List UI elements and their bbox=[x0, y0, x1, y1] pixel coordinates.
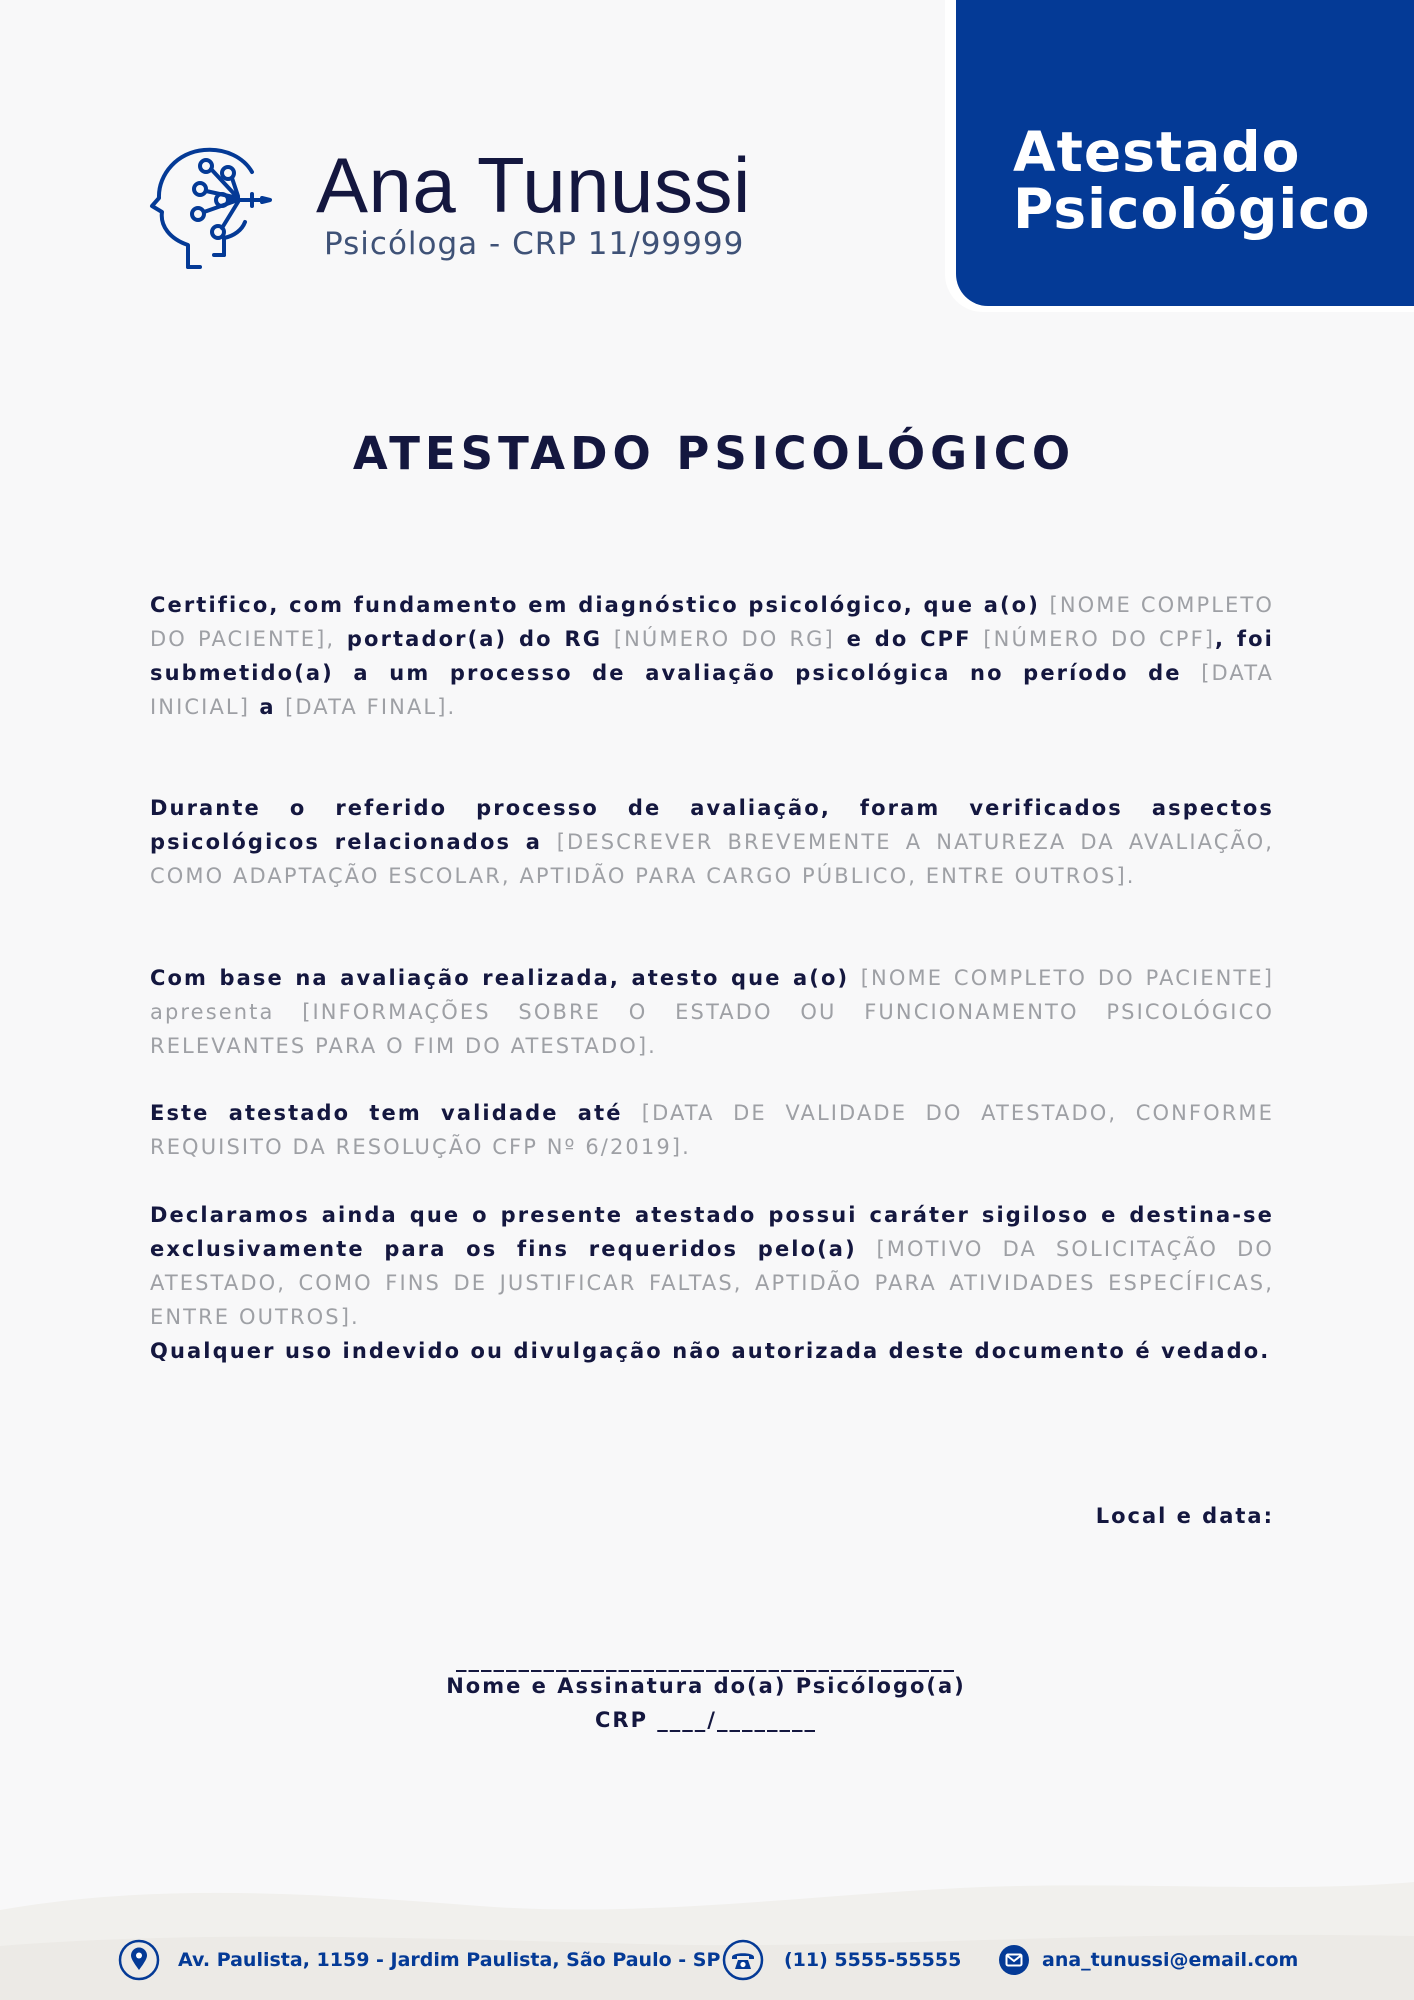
placeholder-field: [NOME COMPLETO DO PACIENTE], bbox=[150, 593, 1274, 651]
head-neural-network-icon bbox=[148, 142, 276, 270]
paragraph-certification bbox=[150, 588, 1274, 724]
paragraph-text: e do CPF bbox=[834, 627, 984, 651]
placeholder-field: [NÚMERO DO CPF] bbox=[983, 627, 1216, 651]
paragraph-text: portador(a) do RG bbox=[335, 627, 614, 651]
signature-label: Nome e Assinatura do(a) Psicólogo(a) bbox=[446, 1674, 966, 1698]
placeholder-field: [DATA DE VALIDADE DO ATESTADO, CONFORME REQUISITO DA RESOLUÇÃO CFP Nº 6/2019]. bbox=[150, 1101, 1274, 1159]
placeholder-field: [DATA INICIAL] bbox=[150, 661, 1274, 719]
placeholder-field: [DATA FINAL]. bbox=[285, 695, 457, 719]
placeholder-field: [DESCREVER BREVEMENTE A NATUREZA DA AVALIAÇÃO, COMO ADAPTAÇÃO ESCOLAR, APTIDÃO PARA CARGO PÚBLICO, ENTRE OUTROS]. bbox=[150, 830, 1274, 888]
footer-phone-text: (11) 5555-55555 bbox=[784, 1949, 962, 1971]
envelope-icon bbox=[998, 1944, 1030, 1976]
footer-address-text: Av. Paulista, 1159 - Jardim Paulista, São Paulo - SP bbox=[178, 1949, 721, 1971]
badge-title bbox=[1013, 120, 1403, 241]
paragraph-text: Declaramos ainda que o presente atestado possui caráter sigiloso e destina-se exclusivamente para os fins requeridos pelo(a) bbox=[150, 1203, 1274, 1261]
psychologist-name: Ana Tunussi bbox=[316, 141, 751, 229]
paragraph-text: Durante o referido processo de avaliação, foram verificados aspectos psicológicos relacionados a bbox=[150, 796, 1274, 854]
footer-email-text: ana_tunussi@email.com bbox=[1042, 1949, 1299, 1971]
signature-line: ________________________________________ bbox=[456, 1648, 956, 1672]
paragraph-attestation bbox=[150, 961, 1274, 1063]
location-pin-icon bbox=[118, 1939, 160, 1981]
paragraph-confidentiality bbox=[150, 1198, 1274, 1334]
paragraph-text: Este atestado tem validade até bbox=[150, 1101, 642, 1125]
document-title: ATESTADO PSICOLÓGICO bbox=[352, 427, 1076, 480]
paragraph-prohibition bbox=[150, 1334, 1274, 1368]
placeholder-field: [MOTIVO DA SOLICITAÇÃO DO ATESTADO, COMO FINS DE JUSTIFICAR FALTAS, APTIDÃO PARA ATIVIDADES ESPECÍFICAS, ENTRE OUTROS]. bbox=[150, 1237, 1274, 1329]
local-date-label: Local e data: bbox=[1095, 1504, 1274, 1528]
paragraph-text: Com base na avaliação realizada, atesto que a(o) bbox=[150, 966, 861, 990]
badge-title-line1: Atestado bbox=[1013, 120, 1301, 184]
paragraph-text: Certifico, com fundamento em diagnóstico psicológico, que a(o) bbox=[150, 593, 1050, 617]
paragraph-text: , foi submetido(a) a um processo de avaliação psicológica no período de bbox=[150, 627, 1274, 685]
crp-line: CRP ____/________ bbox=[595, 1708, 817, 1732]
psychologist-crp: Psicóloga - CRP 11/99999 bbox=[324, 226, 745, 262]
placeholder-field: [NOME COMPLETO DO PACIENTE] apresenta [INFORMAÇÕES SOBRE O ESTADO OU FUNCIONAMENTO PSICOLÓGICO RELEVANTES PARA O FIM DO ATESTADO]. bbox=[150, 966, 1275, 1058]
footer-address bbox=[118, 1940, 720, 1980]
footer-phone bbox=[722, 1940, 961, 1980]
footer-email bbox=[998, 1940, 1298, 1980]
badge-title-line2: Psicológico bbox=[1013, 177, 1371, 241]
paragraph-validity bbox=[150, 1096, 1274, 1164]
telephone-icon bbox=[722, 1939, 764, 1981]
paragraph-text: a bbox=[250, 695, 286, 719]
placeholder-field: [NÚMERO DO RG] bbox=[613, 627, 835, 651]
paragraph-evaluation bbox=[150, 791, 1274, 893]
paragraph-text: Qualquer uso indevido ou divulgação não autorizada deste documento é vedado. bbox=[150, 1339, 1271, 1363]
